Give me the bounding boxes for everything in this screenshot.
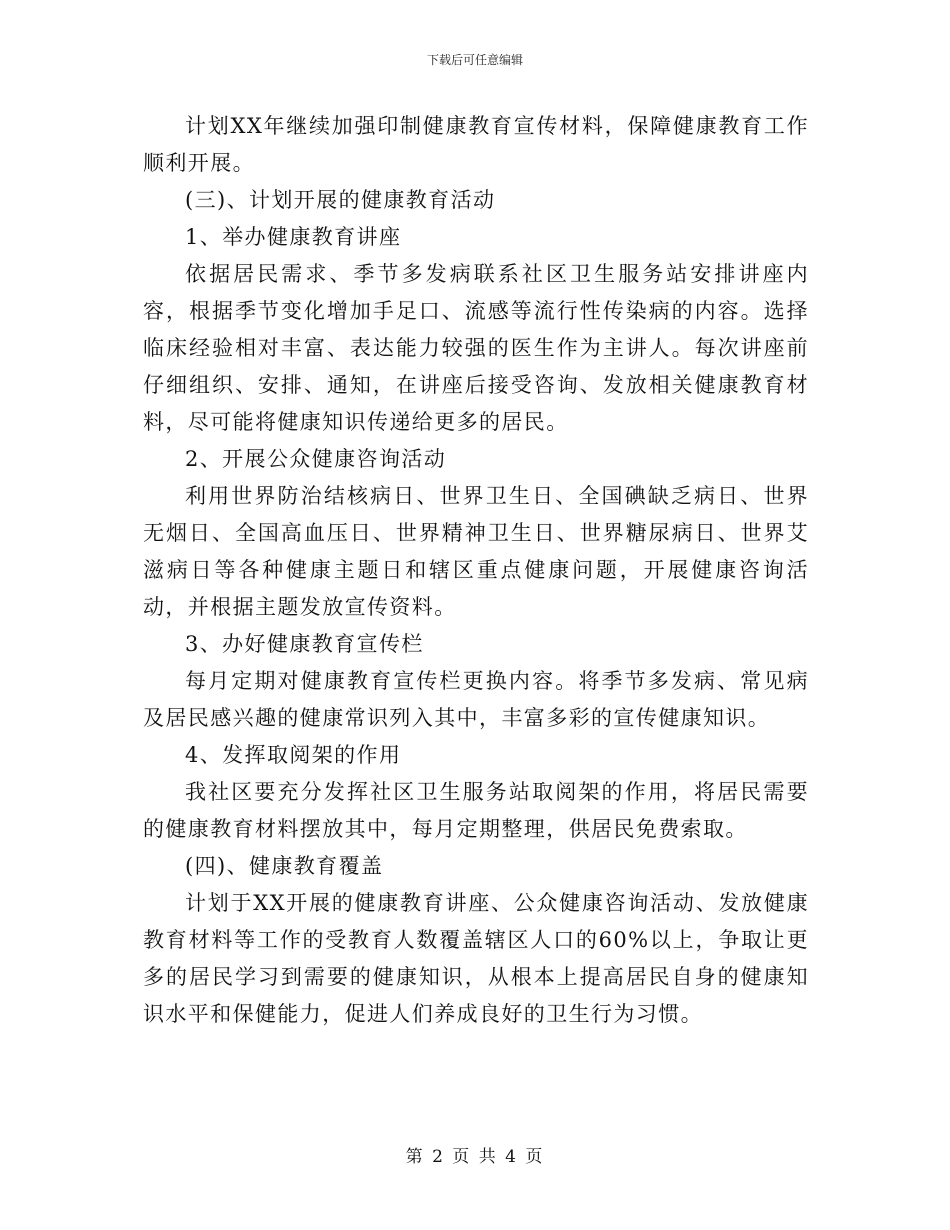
subheading-bulletin-board: 3、办好健康教育宣传栏 — [185, 632, 424, 656]
subheading-consultation: 2、开展公众健康咨询活动 — [185, 447, 447, 471]
paragraph-bulletin-board: 每月定期对健康教育宣传栏更换内容。将季节多发病、常见病及居民感兴趣的健康常识列入其中，丰富多彩的宣传健康知识。 — [143, 669, 809, 730]
paragraph-consultation: 利用世界防治结核病日、世界卫生日、全国碘缺乏病日、世界无烟日、全国高血压日、世界精神卫生日、世界糖尿病日、世界艾滋病日等各种健康主题日和辖区重点健康问题，开展健康咨询活动，并根据主题发放宣传资料。 — [143, 484, 809, 619]
subheading-lectures: 1、举办健康教育讲座 — [185, 225, 402, 249]
section-heading-3: (三)、计划开展的健康教育活动 — [185, 188, 496, 212]
paragraph-coverage: 计划于XX开展的健康教育讲座、公众健康咨询活动、发放健康教育材料等工作的受教育人数覆盖辖区人口的60%以上，争取让更多的居民学习到需要的健康知识，从根本上提高居民自身的健康知识水平和保健能力，促进人们养成良好的卫生行为习惯。 — [143, 891, 809, 1026]
paragraph-continuation: 计划XX年继续加强印制健康教育宣传材料，保障健康教育工作顺利开展。 — [143, 114, 809, 175]
paragraph-reading-rack: 我社区要充分发挥社区卫生服务站取阅架的作用，将居民需要的健康教育材料摆放其中，每月定期整理，供居民免费索取。 — [143, 780, 809, 841]
subheading-reading-rack: 4、发挥取阅架的作用 — [185, 743, 402, 767]
paragraph-lectures: 依据居民需求、季节多发病联系社区卫生服务站安排讲座内容，根据季节变化增加手足口、流感等流行性传染病的内容。选择临床经验相对丰富、表达能力较强的医生作为主讲人。每次讲座前仔细组织、安排、通知，在讲座后接受咨询、发放相关健康教育材料，尽可能将健康知识传递给更多的居民。 — [143, 262, 809, 434]
section-heading-4: (四)、健康教育覆盖 — [185, 854, 384, 878]
document-body — [143, 108, 809, 1033]
page-number: 第 2 页 共 4 页 — [405, 1147, 545, 1167]
page-header: 下载后可任意编辑 — [426, 53, 523, 67]
